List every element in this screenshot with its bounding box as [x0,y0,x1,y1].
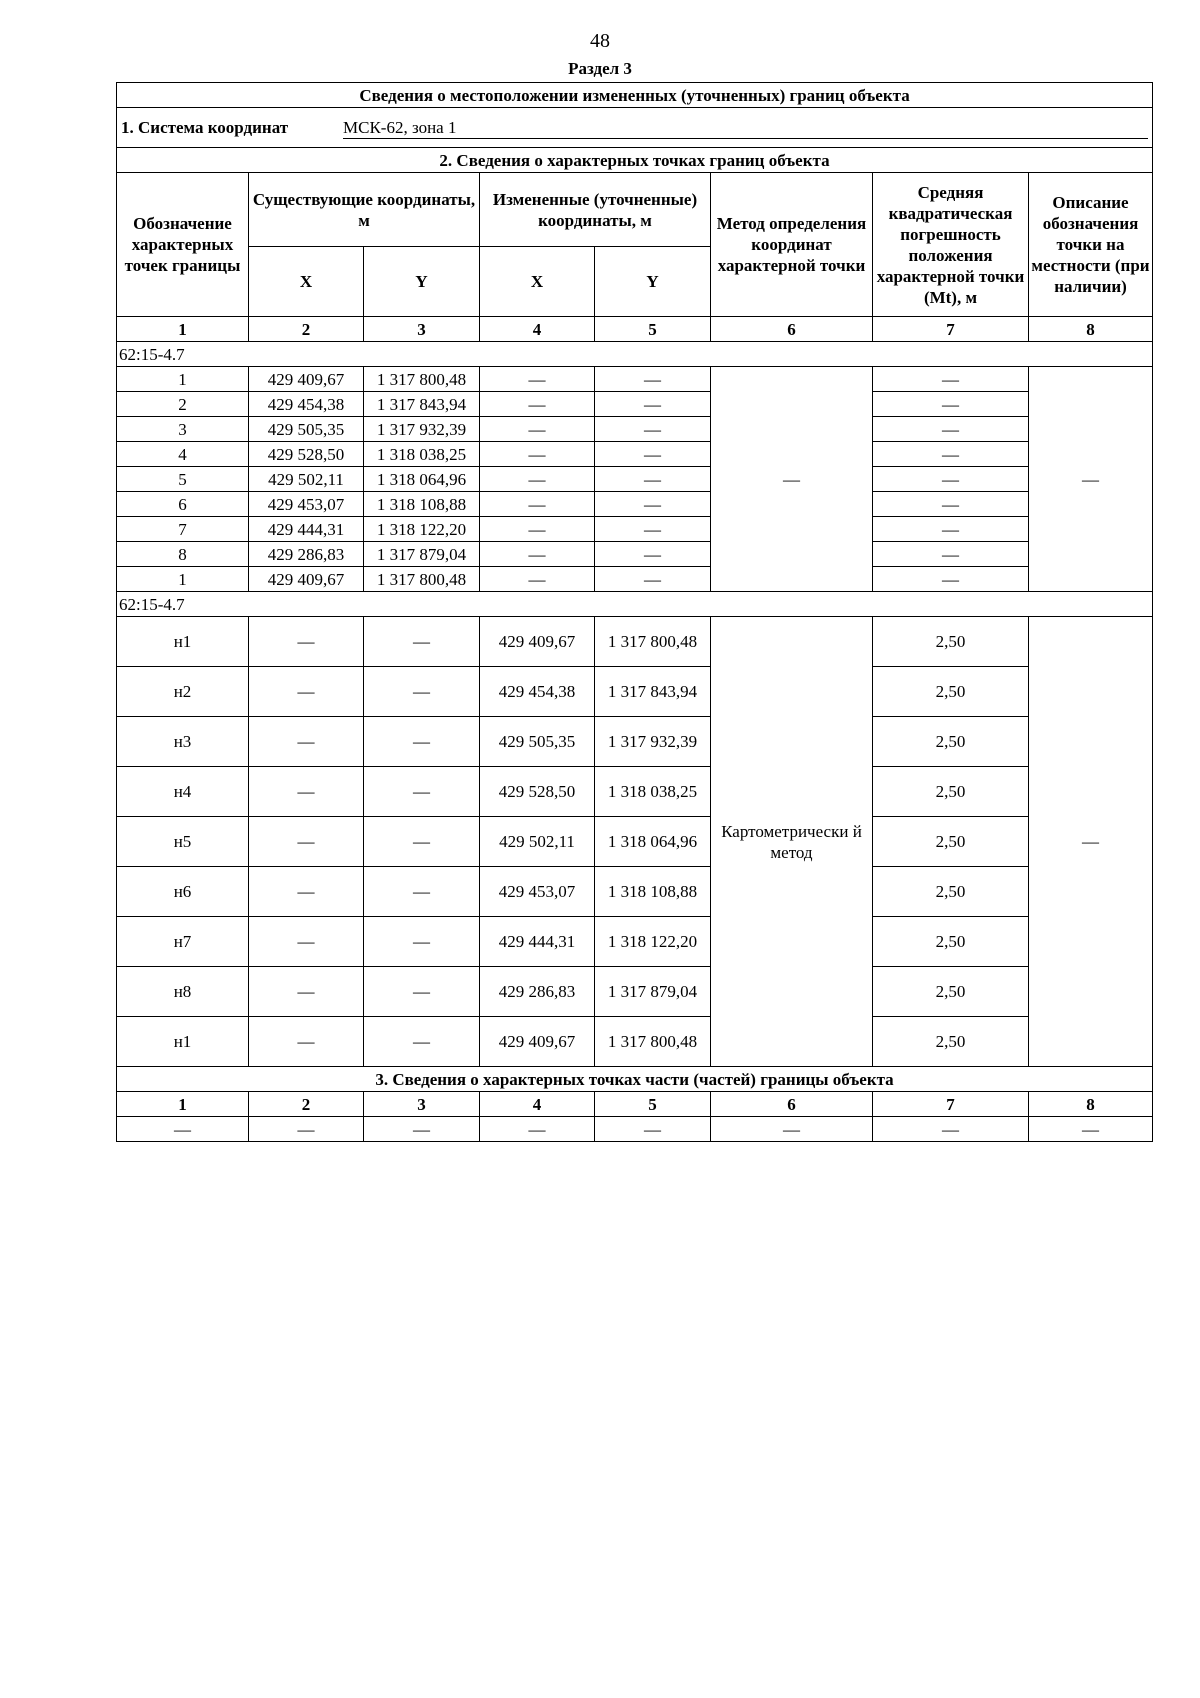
col-number: 1 [117,317,249,342]
table-row [117,617,1153,667]
header-existing-x: X [249,247,364,317]
group2-method: Картометрически й метод [711,617,873,1067]
point-id: 3 [117,417,249,442]
col-number: 3 [364,317,480,342]
changed-y: — [595,367,711,392]
point-id: 4 [117,442,249,467]
table-row [117,567,1153,592]
table-row [117,542,1153,567]
col-number: 4 [480,317,595,342]
mean-error: 2,50 [873,617,1029,667]
changed-y: 1 317 932,39 [595,717,711,767]
mean-error: — [873,567,1029,592]
existing-x: 429 453,07 [249,492,364,517]
header-description: Описание обозначения точки на местности (при наличии) [1029,173,1153,317]
mean-error: — [873,367,1029,392]
mean-error: — [873,467,1029,492]
changed-x: 429 409,67 [480,1017,595,1067]
table-row [117,492,1153,517]
col-number: 3 [364,1092,480,1117]
point-id: 5 [117,467,249,492]
group1-description: — [1029,367,1153,592]
existing-y: 1 318 038,25 [364,442,480,467]
changed-x: — [480,467,595,492]
coord-system-label: 1. Система координат [121,117,289,137]
point-id: н3 [117,717,249,767]
table-row [117,717,1153,767]
point-id: 1 [117,367,249,392]
table-row [117,867,1153,917]
existing-y: — [364,1017,480,1067]
point-id: 2 [117,392,249,417]
existing-y: 1 317 932,39 [364,417,480,442]
table-row [117,442,1153,467]
existing-y: 1 317 879,04 [364,542,480,567]
group2-label: 62:15-4.7 [117,592,1153,617]
mean-error: 2,50 [873,667,1029,717]
point-id: н2 [117,667,249,717]
mean-error: 2,50 [873,1017,1029,1067]
table-row [117,1117,1153,1142]
changed-y: 1 318 122,20 [595,917,711,967]
col-number: 2 [249,1092,364,1117]
empty-cell: — [595,1117,711,1142]
subsection2-title: 2. Сведения о характерных точках границ объекта [117,148,1153,173]
header-changed-x: X [480,247,595,317]
changed-y: — [595,467,711,492]
table-row [117,767,1153,817]
changed-x: — [480,417,595,442]
changed-x: 429 502,11 [480,817,595,867]
existing-y: 1 317 800,48 [364,567,480,592]
page-number: 48 [590,30,610,52]
existing-x: 429 286,83 [249,542,364,567]
changed-x: — [480,542,595,567]
table-row [117,967,1153,1017]
column-number-row [117,1092,1153,1117]
existing-y: — [364,617,480,667]
mean-error: — [873,542,1029,567]
col-number: 4 [480,1092,595,1117]
empty-cell: — [1029,1117,1153,1142]
existing-x: — [249,967,364,1017]
mean-error: 2,50 [873,917,1029,967]
point-id: н4 [117,767,249,817]
col-number: 7 [873,1092,1029,1117]
col-number: 8 [1029,317,1153,342]
existing-y: — [364,717,480,767]
header-existing-coords: Существующие координаты, м [249,173,480,247]
col-number: 5 [595,1092,711,1117]
changed-y: — [595,392,711,417]
existing-x: — [249,817,364,867]
changed-x: — [480,367,595,392]
point-id: 1 [117,567,249,592]
changed-y: 1 317 800,48 [595,617,711,667]
table-row [117,1017,1153,1067]
col-number: 6 [711,317,873,342]
empty-cell: — [249,1117,364,1142]
point-id: н5 [117,817,249,867]
coord-system-row [117,108,1153,148]
header-mean-error: Средняя квадратическая погрешность положения характерной точки (Mt), м [873,173,1029,317]
point-id: н1 [117,617,249,667]
existing-x: — [249,767,364,817]
changed-x: 429 454,38 [480,667,595,717]
existing-y: — [364,767,480,817]
point-id: н7 [117,917,249,967]
boundary-points-table [116,82,1153,1142]
table-row [117,367,1153,392]
table-row [117,817,1153,867]
mean-error: — [873,492,1029,517]
table-row [117,467,1153,492]
changed-x: 429 453,07 [480,867,595,917]
changed-y: — [595,492,711,517]
col-number: 7 [873,317,1029,342]
changed-y: — [595,567,711,592]
changed-x: 429 528,50 [480,767,595,817]
changed-y: — [595,542,711,567]
existing-x: 429 409,67 [249,367,364,392]
changed-y: 1 317 800,48 [595,1017,711,1067]
mean-error: — [873,417,1029,442]
existing-x: — [249,667,364,717]
existing-y: — [364,917,480,967]
changed-y: 1 317 879,04 [595,967,711,1017]
col-number: 5 [595,317,711,342]
existing-y: 1 317 800,48 [364,367,480,392]
changed-x: 429 409,67 [480,617,595,667]
existing-x: — [249,867,364,917]
existing-y: — [364,967,480,1017]
changed-y: — [595,442,711,467]
existing-y: — [364,667,480,717]
changed-x: — [480,567,595,592]
changed-x: — [480,442,595,467]
changed-x: — [480,492,595,517]
column-number-row [117,317,1153,342]
header-method: Метод определения координат характерной точки [711,173,873,317]
existing-x: 429 528,50 [249,442,364,467]
empty-cell: — [873,1117,1029,1142]
mean-error: — [873,442,1029,467]
mean-error: 2,50 [873,817,1029,867]
coord-system-value: МСК-62, зона 1 [343,117,1148,139]
mean-error: 2,50 [873,767,1029,817]
changed-x: 429 286,83 [480,967,595,1017]
existing-x: 429 505,35 [249,417,364,442]
empty-cell: — [364,1117,480,1142]
existing-x: — [249,917,364,967]
existing-y: 1 318 108,88 [364,492,480,517]
existing-x: — [249,1017,364,1067]
existing-x: — [249,617,364,667]
point-id: 6 [117,492,249,517]
changed-y: 1 318 108,88 [595,867,711,917]
subsection3-title: 3. Сведения о характерных точках части (частей) границы объекта [117,1067,1153,1092]
point-id: н6 [117,867,249,917]
existing-x: 429 409,67 [249,567,364,592]
empty-cell: — [117,1117,249,1142]
table-row [117,392,1153,417]
col-number: 1 [117,1092,249,1117]
table-row [117,667,1153,717]
table-row [117,417,1153,442]
existing-x: 429 502,11 [249,467,364,492]
section-title: Раздел 3 [568,59,632,78]
changed-x: — [480,392,595,417]
col-number: 6 [711,1092,873,1117]
changed-x: — [480,517,595,542]
mean-error: — [873,392,1029,417]
existing-y: 1 317 843,94 [364,392,480,417]
existing-y: — [364,817,480,867]
header-changed-coords: Измененные (уточненные) координаты, м [480,173,711,247]
existing-y: — [364,867,480,917]
group1-method: — [711,367,873,592]
existing-x: 429 454,38 [249,392,364,417]
table-title: Сведения о местоположении измененных (уточненных) границ объекта [117,83,1153,108]
header-changed-y: Y [595,247,711,317]
point-id: н1 [117,1017,249,1067]
table-row [117,917,1153,967]
header-point-designation: Обозначение характерных точек границы [117,173,249,317]
existing-x: — [249,717,364,767]
col-number: 8 [1029,1092,1153,1117]
changed-y: 1 318 038,25 [595,767,711,817]
header-existing-y: Y [364,247,480,317]
group1-label: 62:15-4.7 [117,342,1153,367]
existing-y: 1 318 064,96 [364,467,480,492]
group2-description: — [1029,617,1153,1067]
changed-x: 429 444,31 [480,917,595,967]
empty-cell: — [711,1117,873,1142]
changed-y: — [595,517,711,542]
table-row [117,517,1153,542]
col-number: 2 [249,317,364,342]
changed-x: 429 505,35 [480,717,595,767]
changed-y: — [595,417,711,442]
existing-x: 429 444,31 [249,517,364,542]
mean-error: 2,50 [873,717,1029,767]
point-id: 7 [117,517,249,542]
changed-y: 1 318 064,96 [595,817,711,867]
point-id: 8 [117,542,249,567]
point-id: н8 [117,967,249,1017]
mean-error: 2,50 [873,867,1029,917]
changed-y: 1 317 843,94 [595,667,711,717]
mean-error: — [873,517,1029,542]
existing-y: 1 318 122,20 [364,517,480,542]
mean-error: 2,50 [873,967,1029,1017]
empty-cell: — [480,1117,595,1142]
